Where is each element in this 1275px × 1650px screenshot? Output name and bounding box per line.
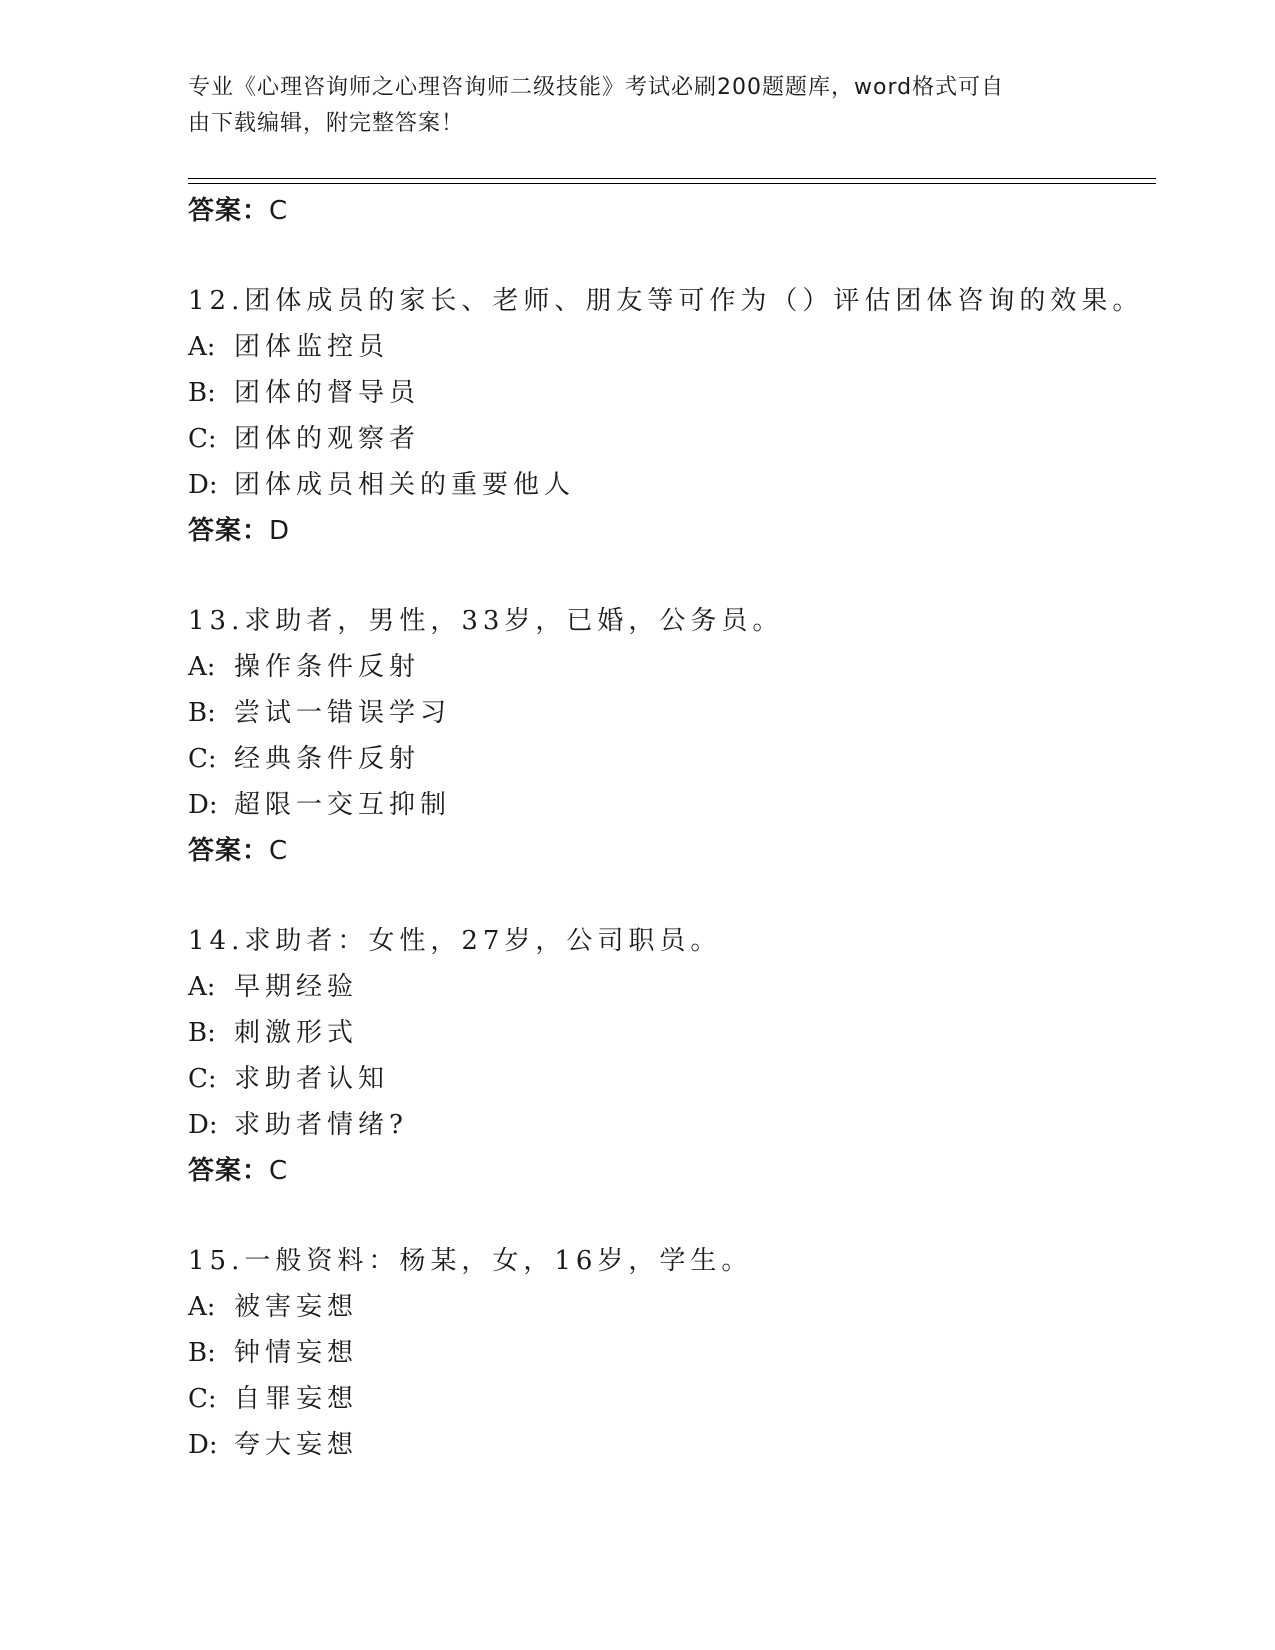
option-b [188,690,1156,736]
answer-label: 答案： [188,516,270,546]
option-letter: B: [188,1018,216,1048]
question-14 [188,918,1156,1194]
option-letter: A: [188,332,216,362]
option-text: 夸大妄想 [234,1430,359,1460]
header-line-2: 由下载编辑，附完整答案！ [188,111,465,136]
answer-line [188,1148,1156,1194]
answer-value: C [269,836,289,866]
option-letter: B: [188,698,216,728]
option-letter: C: [188,424,217,454]
header-line-1: 专业《心理咨询师之心理咨询师二级技能》考试必刷200题题库，word格式可自 [188,75,1005,100]
option-letter: C: [188,1064,217,1094]
answer-line [188,188,1156,234]
option-a [188,1284,1156,1330]
question-stem: 12.团体成员的家长、老师、朋友等可作为（）评估团体咨询的效果。 [188,286,1144,316]
option-letter: D: [188,470,218,500]
option-text: 尝试一错误学习 [234,698,452,728]
option-d [188,1102,1156,1148]
option-d [188,462,1156,508]
option-text: 被害妄想 [234,1292,359,1322]
option-letter: B: [188,378,216,408]
option-text: 经典条件反射 [234,744,421,774]
answer-value: C [269,1156,289,1186]
question-stem: 14.求助者：女性，27岁，公司职员。 [188,926,722,956]
page-header [188,70,1068,142]
option-letter: A: [188,652,216,682]
option-a [188,324,1156,370]
option-text: 求助者情绪? [234,1110,408,1140]
option-d [188,1422,1156,1468]
question-stem: 13.求助者，男性，33岁，已婚，公务员。 [188,606,784,636]
option-c [188,1376,1156,1422]
question-15 [188,1238,1156,1468]
option-b [188,370,1156,416]
option-text: 钟情妄想 [234,1338,359,1368]
option-text: 早期经验 [234,972,359,1002]
option-letter: B: [188,1338,216,1368]
answer-line [188,828,1156,874]
option-text: 超限一交互抑制 [234,790,452,820]
option-text: 团体的观察者 [234,424,421,454]
option-c [188,416,1156,462]
option-b [188,1010,1156,1056]
option-c [188,1056,1156,1102]
answer-value: D [269,516,291,546]
answer-label: 答案： [188,196,270,226]
option-letter: D: [188,790,218,820]
option-text: 刺激形式 [234,1018,359,1048]
option-d [188,782,1156,828]
option-a [188,644,1156,690]
option-c [188,736,1156,782]
answer-line [188,508,1156,554]
question-12 [188,278,1156,554]
option-text: 团体的督导员 [234,378,421,408]
option-text: 团体成员相关的重要他人 [234,470,576,500]
option-text: 自罪妄想 [234,1384,359,1414]
option-letter: D: [188,1430,218,1460]
question-13 [188,598,1156,874]
answer-value: C [269,196,289,226]
option-a [188,964,1156,1010]
option-letter: A: [188,1292,216,1322]
option-text: 团体监控员 [234,332,390,362]
option-letter: A: [188,972,216,1002]
option-letter: C: [188,1384,217,1414]
option-b [188,1330,1156,1376]
option-text: 操作条件反射 [234,652,421,682]
option-text: 求助者认知 [234,1064,390,1094]
answer-label: 答案： [188,1156,270,1186]
question-list [188,188,1156,1468]
header-divider [188,178,1156,184]
option-letter: D: [188,1110,218,1140]
option-letter: C: [188,744,217,774]
answer-label: 答案： [188,836,270,866]
question-stem: 15.一般资料：杨某，女，16岁，学生。 [188,1246,753,1276]
